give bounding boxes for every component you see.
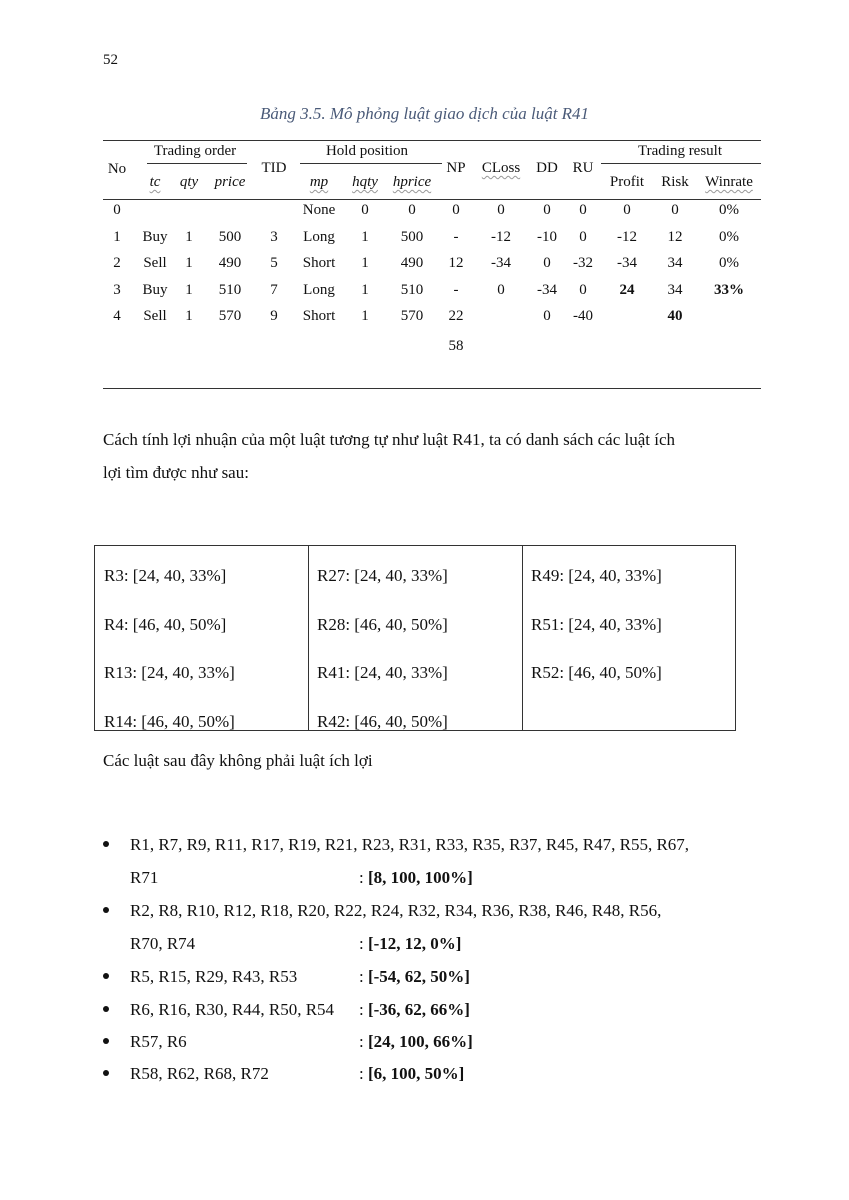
result-value: [-36, 62, 66%] bbox=[367, 1000, 470, 1019]
table-cell-tid: 5 bbox=[270, 255, 278, 271]
paragraph-intro-line1: Cách tính lợi nhuận của một luật tương tự như luật R41, ta có danh sách các luật ích bbox=[103, 430, 676, 449]
table-cell-dd: -10 bbox=[537, 229, 557, 245]
bullet-icon bbox=[103, 973, 109, 979]
rule-result bbox=[359, 1032, 473, 1052]
trading-simulation-table bbox=[103, 140, 761, 389]
profitable-rule-item: R14: [46, 40, 50%] bbox=[104, 712, 235, 731]
bullet-icon bbox=[103, 1070, 109, 1076]
rule-list-line: R58, R62, R68, R72 bbox=[130, 1064, 269, 1083]
table-cell-tid: 9 bbox=[270, 308, 278, 324]
profitable-rule-item: R4: [46, 40, 50%] bbox=[104, 615, 227, 634]
table-cell-price: 510 bbox=[218, 282, 242, 298]
rule-result bbox=[359, 934, 461, 954]
header-hprice: hprice bbox=[392, 174, 432, 190]
table-cell-mp: Long bbox=[303, 282, 335, 298]
table-cell-dd: 0 bbox=[543, 202, 551, 218]
header-price: price bbox=[214, 174, 246, 190]
result-separator: : bbox=[359, 1000, 364, 1019]
table-cell-closs: 0 bbox=[497, 202, 505, 218]
table-cell-hqty: 1 bbox=[361, 229, 369, 245]
result-value: [-54, 62, 50%] bbox=[367, 967, 470, 986]
table-cell-tid: 3 bbox=[270, 229, 278, 245]
table-cell-price: 570 bbox=[218, 308, 242, 324]
header-closs: CLoss bbox=[481, 160, 521, 176]
table-cell-tc: Sell bbox=[143, 308, 167, 324]
header-mp: mp bbox=[309, 174, 329, 190]
table-cell-risk: 40 bbox=[667, 308, 683, 324]
result-separator: : bbox=[359, 1064, 364, 1083]
table-cell-no: 1 bbox=[113, 229, 121, 245]
table-cell-tc: Buy bbox=[142, 282, 168, 298]
result-separator: : bbox=[359, 967, 364, 986]
table-cell-dd: 0 bbox=[543, 308, 551, 324]
table-cell-closs: -12 bbox=[491, 229, 511, 245]
rule-list-line: R57, R6 bbox=[130, 1032, 187, 1051]
table-cell-hqty: 0 bbox=[361, 202, 369, 218]
table-cell-hprice: 510 bbox=[400, 282, 424, 298]
table-cell-closs: -34 bbox=[491, 255, 511, 271]
table-cell-hqty: 1 bbox=[361, 282, 369, 298]
table-cell-profit: -34 bbox=[617, 255, 637, 271]
profitable-rule-item: R52: [46, 40, 50%] bbox=[531, 663, 662, 682]
profitable-rule-item: R28: [46, 40, 50%] bbox=[317, 615, 448, 634]
table-cell-risk: 34 bbox=[667, 255, 683, 271]
result-separator: : bbox=[359, 934, 364, 953]
header-qty: qty bbox=[179, 174, 199, 190]
table-cell-tc: Sell bbox=[143, 255, 167, 271]
table-cell-risk: 12 bbox=[667, 229, 683, 245]
paragraph-intro-line2: lợi tìm được như sau: bbox=[103, 463, 249, 482]
table-cell-hqty: 1 bbox=[361, 308, 369, 324]
table-cell-hqty: 1 bbox=[361, 255, 369, 271]
table-cell-ru: -40 bbox=[573, 308, 593, 324]
table-cell-mp: Short bbox=[302, 308, 336, 324]
table-cell-winrate: 0% bbox=[719, 255, 739, 271]
profitable-rules-grid bbox=[94, 545, 736, 731]
table-cell-hprice: 490 bbox=[400, 255, 424, 271]
profitable-rule-item: R41: [24, 40, 33%] bbox=[317, 663, 448, 682]
page-number: 52 bbox=[103, 52, 118, 68]
table-cell-winrate: 33% bbox=[714, 282, 744, 298]
table-cell-price: 490 bbox=[218, 255, 242, 271]
table-cell-ru: 0 bbox=[579, 202, 587, 218]
header-dd: DD bbox=[536, 160, 558, 176]
rule-result bbox=[359, 868, 473, 888]
rule-list-line-continued: R71 bbox=[130, 868, 159, 887]
profitable-rule-item: R49: [24, 40, 33%] bbox=[531, 566, 662, 585]
header-risk: Risk bbox=[661, 174, 689, 190]
table-cell-ru: 0 bbox=[579, 229, 587, 245]
profitable-rule-item: R13: [24, 40, 33%] bbox=[104, 663, 235, 682]
table-cell-winrate: 0% bbox=[719, 229, 739, 245]
table-cell-qty: 1 bbox=[185, 308, 193, 324]
rule-list-line-continued: R70, R74 bbox=[130, 934, 196, 953]
table-cell-winrate: 0% bbox=[719, 202, 739, 218]
table-cell-no: 4 bbox=[113, 308, 121, 324]
profitable-rule-item: R51: [24, 40, 33%] bbox=[531, 615, 662, 634]
table-cell-profit: 24 bbox=[619, 282, 635, 298]
result-separator: : bbox=[359, 868, 364, 887]
table-cell-np: - bbox=[453, 229, 459, 245]
profitable-rule-item: R27: [24, 40, 33%] bbox=[317, 566, 448, 585]
table-cell-mp: None bbox=[302, 202, 336, 218]
table-cell-no: 3 bbox=[113, 282, 121, 298]
table-cell-hprice: 0 bbox=[408, 202, 416, 218]
header-tc: tc bbox=[149, 174, 161, 190]
header-tid: TID bbox=[261, 160, 287, 176]
rule-result bbox=[359, 1000, 470, 1020]
table-cell-ru: 0 bbox=[579, 282, 587, 298]
table-cell-hprice: 500 bbox=[400, 229, 424, 245]
np-extra-value: 58 bbox=[448, 338, 464, 354]
table-cell-no: 2 bbox=[113, 255, 121, 271]
table-cell-tid: 7 bbox=[270, 282, 278, 298]
table-cell-tc: Buy bbox=[142, 229, 168, 245]
rule-list-line: R6, R16, R30, R44, R50, R54 bbox=[130, 1000, 335, 1019]
group-trading-order: Trading order bbox=[153, 143, 237, 159]
rule-result bbox=[359, 1064, 464, 1084]
table-cell-no: 0 bbox=[113, 202, 121, 218]
table-cell-dd: -34 bbox=[537, 282, 557, 298]
paragraph-non-profitable: Các luật sau đây không phải luật ích lợi bbox=[103, 751, 373, 770]
table-cell-np: 0 bbox=[452, 202, 460, 218]
bullet-icon bbox=[103, 907, 109, 913]
result-separator: : bbox=[359, 1032, 364, 1051]
table-caption: Bảng 3.5. Mô phỏng luật giao dịch của luật R41 bbox=[259, 104, 590, 123]
table-cell-hprice: 570 bbox=[400, 308, 424, 324]
bullet-icon bbox=[103, 1038, 109, 1044]
rule-list-line: R5, R15, R29, R43, R53 bbox=[130, 967, 298, 986]
result-value: [8, 100, 100%] bbox=[367, 868, 473, 887]
header-no: No bbox=[107, 161, 127, 177]
result-value: [24, 100, 66%] bbox=[367, 1032, 473, 1051]
bullet-icon bbox=[103, 841, 109, 847]
header-profit: Profit bbox=[609, 174, 645, 190]
table-cell-profit: -12 bbox=[617, 229, 637, 245]
header-winrate: Winrate bbox=[705, 174, 753, 190]
table-cell-ru: -32 bbox=[573, 255, 593, 271]
profitable-rule-item: R3: [24, 40, 33%] bbox=[104, 566, 227, 585]
table-cell-mp: Long bbox=[303, 229, 335, 245]
bullet-icon bbox=[103, 1006, 109, 1012]
table-cell-dd: 0 bbox=[543, 255, 551, 271]
table-cell-qty: 1 bbox=[185, 229, 193, 245]
table-cell-np: 12 bbox=[448, 255, 464, 271]
result-value: [-12, 12, 0%] bbox=[367, 934, 462, 953]
table-cell-risk: 0 bbox=[671, 202, 679, 218]
header-hqty: hqty bbox=[352, 174, 378, 190]
table-cell-mp: Short bbox=[302, 255, 336, 271]
table-cell-profit: 0 bbox=[623, 202, 631, 218]
group-trading-result: Trading result bbox=[637, 143, 723, 159]
table-cell-risk: 34 bbox=[667, 282, 683, 298]
profitable-rule-item: R42: [46, 40, 50%] bbox=[317, 712, 448, 731]
header-np: NP bbox=[446, 160, 466, 176]
table-cell-qty: 1 bbox=[185, 255, 193, 271]
table-cell-np: 22 bbox=[448, 308, 464, 324]
rule-list-line: R2, R8, R10, R12, R18, R20, R22, R24, R32, R34, R36, R38, R46, R48, R56, bbox=[130, 901, 662, 920]
group-hold-position: Hold position bbox=[325, 143, 409, 159]
table-cell-price: 500 bbox=[218, 229, 242, 245]
rule-result bbox=[359, 967, 470, 987]
rule-list-line: R1, R7, R9, R11, R17, R19, R21, R23, R31, R33, R35, R37, R45, R47, R55, R67, bbox=[130, 835, 690, 854]
table-cell-qty: 1 bbox=[185, 282, 193, 298]
table-cell-closs: 0 bbox=[497, 282, 505, 298]
header-ru: RU bbox=[572, 160, 594, 176]
table-cell-np: - bbox=[453, 282, 459, 298]
result-value: [6, 100, 50%] bbox=[367, 1064, 465, 1083]
